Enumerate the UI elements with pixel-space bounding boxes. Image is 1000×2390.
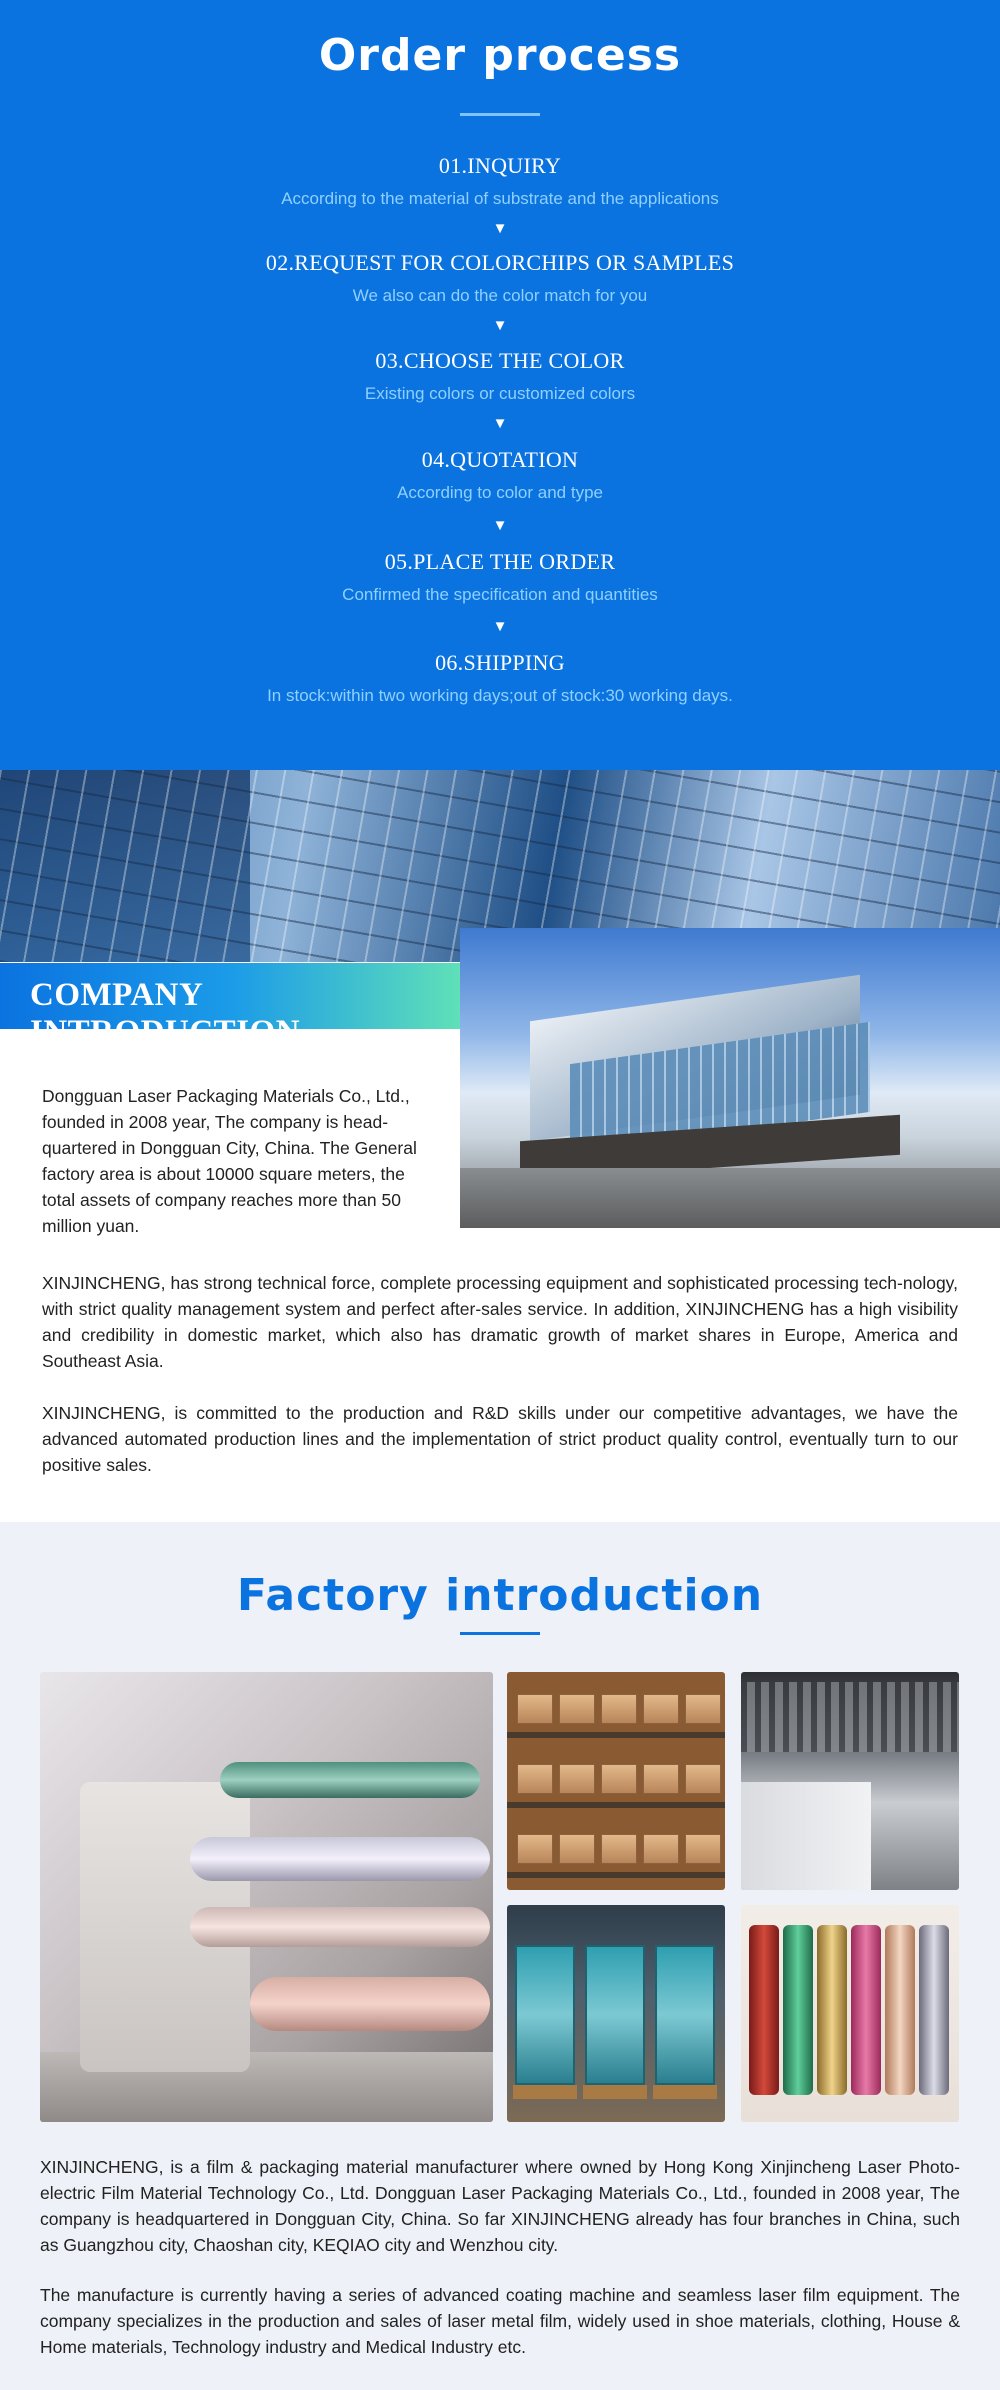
order-process-title: Order process [318, 30, 682, 81]
warehouse-photo [460, 928, 1000, 1228]
order-process-section [0, 0, 1000, 770]
film-machine-photo [40, 1672, 493, 2122]
step-inquiry [0, 153, 1000, 209]
company-paragraph-3: XINJINCHENG, is committed to the production and R&D skills under our competitive advantages, we have the advanced automated production lines and the implementation of strict product quality control, eventually turn to our positive sales. [42, 1403, 958, 1475]
company-paragraph-2: XINJINCHENG, has strong technical force, complete processing equipment and sophisticated processing tech-nology, with strict quality management system and perfect after-sales service. In addition, XINJINCHENG has a high visibility and credibility in domestic market, which also has dramatic growth of market shares in Europe, America and Southeast Asia. [42, 1273, 958, 1371]
step-title: 05.PLACE THE ORDER [384, 549, 616, 574]
production-hall-photo [741, 1672, 959, 1890]
down-arrow-icon: ▼ [492, 317, 508, 334]
company-paragraph-1: Dongguan Laser Packaging Materials Co., Ltd., founded in 2008 year, The company is head-quartered in Dongguan City, China. The General factory area is about 10000 square meters, the total assets of company reaches more than 50 million yuan. [42, 1086, 417, 1236]
company-title-banner [0, 963, 460, 1050]
step-description: According to color and type [396, 483, 603, 502]
step-description: Confirmed the specification and quantities [342, 585, 658, 604]
step-title: 04.QUOTATION [421, 447, 579, 472]
step-shipping [0, 650, 1000, 706]
factory-paragraph-1: XINJINCHENG, is a film & packaging material manufacturer where owned by Hong Kong Xinjincheng Laser Photo-electric Film Material Technology Co., Ltd. Dongguan Laser Packaging Materials Co., Ltd., founded in 2008 year, The company is headquartered in Dongguan City, China. So far XINJINCHENG already has four branches in China, such as Guangzhou city, Chaoshan city, KEQIAO city and Wenzhou city. [40, 2157, 960, 2255]
company-introduction-section [0, 770, 1000, 1522]
step-description: According to the material of substrate and the applications [281, 189, 719, 208]
title-underline [460, 1632, 540, 1635]
step-choose-color [0, 348, 1000, 404]
step-title: 02.REQUEST FOR COLORCHIPS OR SAMPLES [265, 250, 735, 275]
title-underline [460, 113, 540, 116]
laser-film-rolls-photo [741, 1905, 959, 2122]
step-description: We also can do the color match for you [352, 286, 648, 305]
factory-title: Factory introduction [236, 1570, 764, 1621]
step-description: In stock:within two working days;out of stock:30 working days. [267, 686, 733, 705]
wrapped-pallets-photo [507, 1905, 725, 2122]
warehouse-boxes-photo [507, 1672, 725, 1890]
down-arrow-icon: ▼ [492, 220, 508, 237]
factory-paragraph-2: The manufacture is currently having a series of advanced coating machine and seamless laser film equipment. The company specializes in the production and sales of laser metal film, widely used in shoe materials, clothing, House & Home materials, Technology industry and Medical Industry etc. [40, 2285, 960, 2357]
down-arrow-icon: ▼ [492, 517, 508, 534]
step-title: 06.SHIPPING [435, 650, 565, 675]
step-title: 01.INQUIRY [438, 153, 562, 178]
company-title: COMPANY INTRODUCTION [30, 977, 301, 1050]
down-arrow-icon: ▼ [492, 618, 508, 635]
factory-introduction-section [0, 1522, 1000, 2390]
step-title: 03.CHOOSE THE COLOR [375, 348, 625, 373]
step-quotation [0, 447, 1000, 503]
step-place-order [0, 549, 1000, 605]
step-request-samples [0, 250, 1000, 306]
step-description: Existing colors or customized colors [364, 384, 636, 403]
down-arrow-icon: ▼ [492, 415, 508, 432]
